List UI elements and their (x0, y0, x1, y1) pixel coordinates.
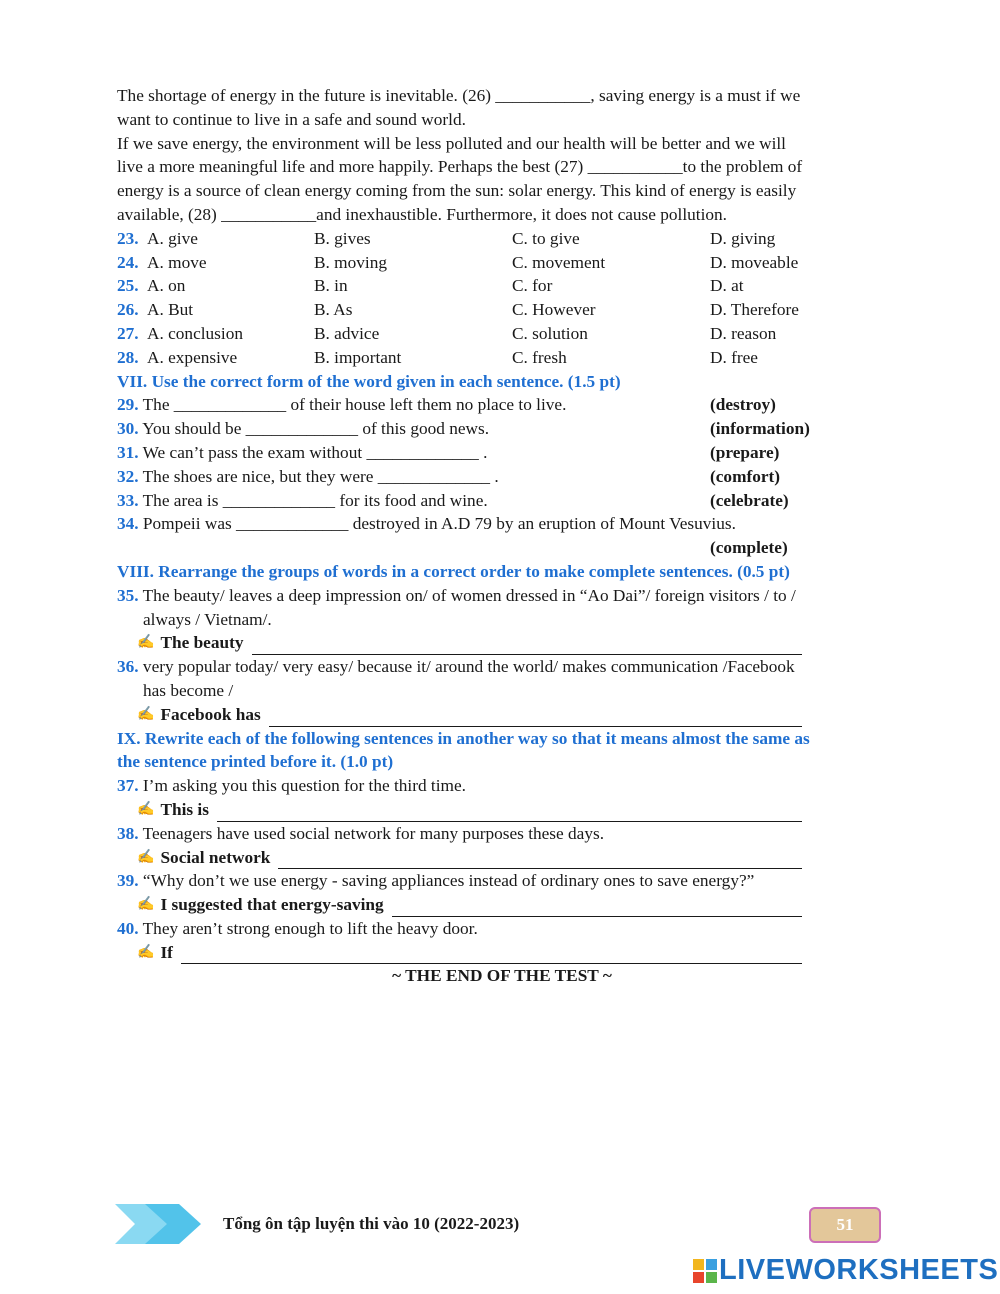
liveworksheets-logo (693, 1254, 999, 1288)
question-number: 29. (117, 395, 139, 415)
reading-passage (117, 84, 887, 227)
answer-line (117, 798, 802, 822)
question-32 (117, 465, 887, 489)
question-text[interactable]: The area is _____________ for its food and wine. (138, 490, 488, 510)
question-text[interactable]: We can’t pass the exam without _____________ . (138, 442, 488, 462)
logo-grid-icon (693, 1259, 717, 1283)
question-number: 26. (117, 300, 139, 320)
option-c[interactable]: C. to give (512, 228, 580, 248)
worksheet-content (117, 84, 887, 988)
answer-prompt: The beauty (160, 633, 244, 653)
question-text[interactable]: You should be _____________ of this good news. (138, 419, 490, 439)
option-a[interactable]: A. move (147, 252, 207, 272)
question-number: 32. (117, 466, 139, 486)
section-rewrite (117, 727, 887, 965)
question-number: 25. (117, 276, 139, 296)
option-d[interactable]: D. at (710, 276, 744, 296)
question-number: 23. (117, 228, 139, 248)
answer-prompt: Social network (160, 847, 271, 867)
question-34-hint-row (117, 536, 887, 560)
question-number: 38. (117, 823, 139, 843)
pencil-icon: ✍ (137, 801, 155, 817)
passage-line: The shortage of energy in the future is inevitable. (26) ___________, saving energy is a must if we (117, 86, 801, 105)
multiple-choice-questions (117, 227, 887, 370)
passage-line: available, (28) ___________and inexhaustible. Furthermore, it does not cause pollution. (117, 204, 727, 224)
option-c[interactable]: C. solution (512, 323, 588, 343)
option-a[interactable]: A. But (147, 300, 194, 320)
question-text: The beauty/ leaves a deep impression on/ of women dressed in “Ao Dai”/ foreign visitors / to / (138, 585, 796, 605)
question-number: 34. (117, 514, 139, 534)
passage-line: want to continue to live in a safe and sound world. (117, 109, 466, 129)
option-d[interactable]: D. Therefore (710, 300, 799, 320)
section-heading: IX. Rewrite each of the following sentences in another way so that it means almost the same as (117, 728, 810, 748)
question-34 (117, 512, 887, 536)
question-39 (117, 869, 887, 893)
option-c[interactable]: C. fresh (512, 347, 567, 367)
answer-prompt: I suggested that energy-saving (160, 895, 384, 915)
option-a[interactable]: A. on (147, 276, 186, 296)
question-number: 24. (117, 252, 139, 272)
question-35 (117, 584, 887, 608)
question-number: 39. (117, 871, 139, 891)
question-number: 31. (117, 442, 139, 462)
option-b[interactable]: B. gives (314, 228, 371, 248)
answer-blank[interactable] (181, 946, 802, 964)
option-b[interactable]: B. moving (314, 252, 387, 272)
option-c[interactable]: C. for (512, 276, 553, 296)
end-of-test: ~ THE END OF THE TEST ~ (392, 966, 612, 986)
question-number: 30. (117, 419, 139, 439)
answer-line (117, 893, 802, 917)
answer-blank[interactable] (392, 899, 802, 917)
question-31 (117, 441, 887, 465)
question-text-continued: always / Vietnam/. (143, 609, 272, 629)
question-24 (117, 251, 887, 275)
answer-line (117, 631, 802, 655)
question-number: 33. (117, 490, 139, 510)
page-number: 51 (809, 1207, 881, 1243)
answer-prompt: Facebook has (160, 704, 261, 724)
question-29 (117, 393, 887, 417)
brand-name: LIVEWORKSHEETS (719, 1254, 999, 1286)
question-23 (117, 227, 887, 251)
question-text: very popular today/ very easy/ because it/ around the world/ makes communication /Facebook (138, 657, 795, 677)
word-hint: (complete) (710, 538, 788, 558)
section-heading-continued: the sentence printed before it. (1.0 pt) (117, 752, 394, 772)
section-word-form (117, 370, 887, 560)
question-30 (117, 417, 887, 441)
pencil-icon: ✍ (137, 944, 155, 960)
double-chevron-icon (115, 1204, 207, 1244)
question-number: 35. (117, 585, 139, 605)
option-b[interactable]: B. advice (314, 323, 380, 343)
option-c[interactable]: C. movement (512, 252, 606, 272)
question-number: 28. (117, 347, 139, 367)
option-b[interactable]: B. important (314, 347, 402, 367)
answer-prompt: This is (160, 799, 209, 819)
question-number: 27. (117, 323, 139, 343)
question-text: Teenagers have used social network for many purposes these days. (138, 823, 605, 843)
answer-blank[interactable] (278, 851, 802, 869)
passage-line: live a more meaningful life and more happily. Perhaps the best (27) ___________to the problem of (117, 157, 803, 177)
question-text[interactable]: The _____________ of their house left them no place to live. (138, 395, 567, 415)
word-hint: (destroy) (710, 395, 776, 415)
option-a[interactable]: A. expensive (147, 347, 238, 367)
option-d[interactable]: D. moveable (710, 252, 799, 272)
option-a[interactable]: A. give (147, 228, 198, 248)
section-heading: VIII. Rearrange the groups of words in a correct order to make complete sentences. (0.5 pt) (117, 561, 790, 581)
question-38 (117, 822, 887, 846)
question-26 (117, 298, 887, 322)
answer-blank[interactable] (269, 709, 802, 727)
pencil-icon: ✍ (137, 849, 155, 865)
question-number: 40. (117, 918, 139, 938)
question-text-continued: has become / (143, 680, 234, 700)
option-a[interactable]: A. conclusion (147, 323, 243, 343)
question-text: I’m asking you this question for the third time. (138, 776, 466, 796)
section-heading: VII. Use the correct form of the word given in each sentence. (1.5 pt) (117, 371, 621, 391)
answer-line (117, 846, 802, 870)
question-40 (117, 917, 887, 941)
question-text: “Why don’t we use energy - saving appliances instead of ordinary ones to save energy?” (138, 871, 755, 891)
word-hint: (comfort) (710, 466, 781, 486)
question-number: 36. (117, 657, 139, 677)
question-text[interactable]: The shoes are nice, but they were _____________ . (138, 466, 499, 486)
question-33 (117, 489, 887, 513)
question-text[interactable]: Pompeii was _____________ destroyed in A.D 79 by an eruption of Mount Vesuvius. (138, 514, 736, 534)
question-36 (117, 655, 887, 679)
footer-title: Tổng ôn tập luyện thi vào 10 (2022-2023) (223, 1214, 520, 1233)
word-hint: (celebrate) (710, 490, 789, 510)
option-d[interactable]: D. reason (710, 323, 777, 343)
answer-line (117, 941, 802, 965)
answer-line (117, 703, 802, 727)
question-37 (117, 774, 887, 798)
option-b[interactable]: B. As (314, 300, 353, 320)
option-c[interactable]: C. However (512, 300, 596, 320)
option-d[interactable]: D. giving (710, 228, 776, 248)
question-25 (117, 274, 887, 298)
answer-prompt: If (160, 942, 173, 962)
pencil-icon: ✍ (137, 635, 155, 651)
answer-blank[interactable] (252, 637, 803, 655)
question-27 (117, 322, 887, 346)
word-hint: (prepare) (710, 442, 780, 462)
option-d[interactable]: D. free (710, 347, 758, 367)
passage-line: If we save energy, the environment will be less polluted and our health will be better and we will (117, 133, 786, 153)
section-rearrange (117, 560, 887, 727)
question-number: 37. (117, 776, 139, 796)
answer-blank[interactable] (217, 804, 802, 822)
pencil-icon: ✍ (137, 706, 155, 722)
passage-line: energy is a source of clean energy coming from the sun: solar energy. This kind of energy is easily (117, 181, 797, 201)
pencil-icon: ✍ (137, 897, 155, 913)
question-28 (117, 346, 887, 370)
word-hint: (information) (710, 419, 810, 439)
question-text: They aren’t strong enough to lift the heavy door. (138, 918, 478, 938)
option-b[interactable]: B. in (314, 276, 348, 296)
page-footer (115, 1204, 890, 1248)
